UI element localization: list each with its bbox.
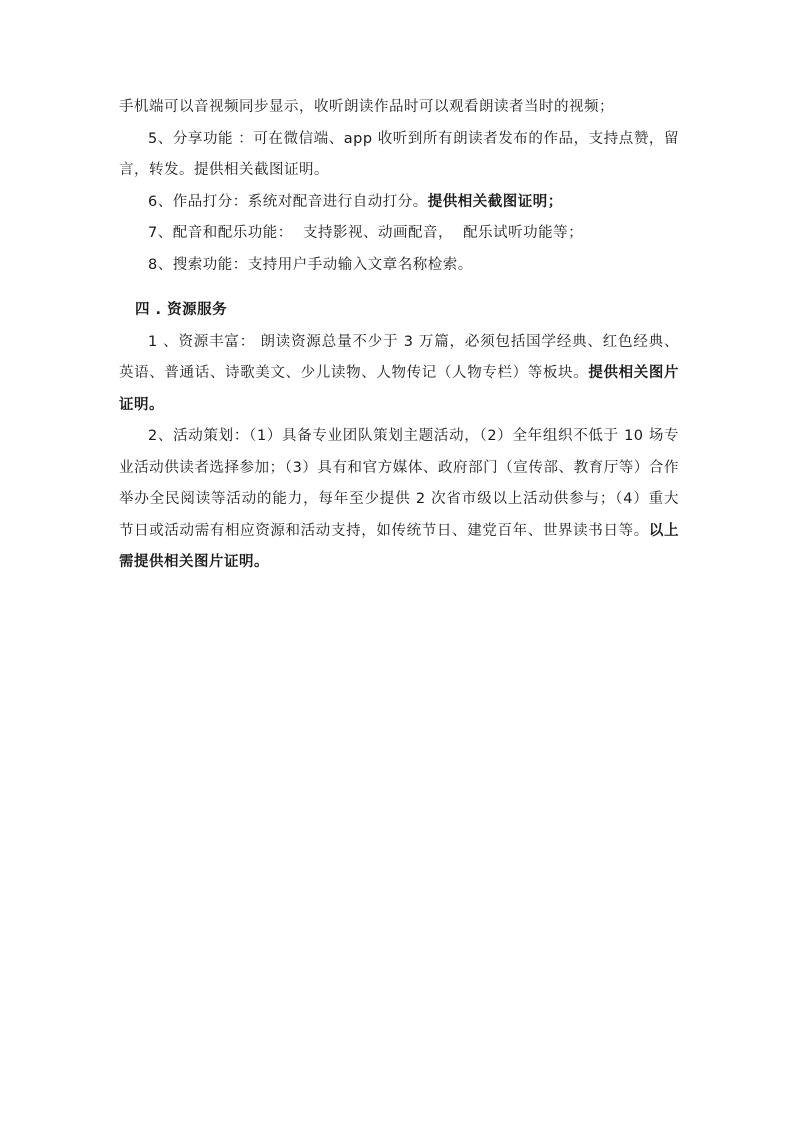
continued-text: 手机端可以音视频同步显示，收听朗读作品时可以观看朗读者当时的视频； [119, 99, 614, 115]
activity-planning-item [119, 421, 679, 579]
search-feature-text: 8、搜索功能：支持用户手动输入文章名称检索。 [148, 256, 473, 273]
resource-richness-text: 1 、资源丰富： 朗读资源总量不少于 3 万篇，必须包括国学经典、红色经典、英语、普通话、诗歌美文、少儿读物、人物传记（人物专栏）等板块。 [119, 333, 679, 381]
document-body [119, 92, 679, 579]
search-feature-item [119, 250, 679, 282]
share-feature-text: 5、分享功能 ：可在微信端、app 收听到所有朗读者发布的作品，支持点赞，留言，转发。提供相关截图证明。 [119, 130, 679, 178]
share-feature-item [119, 124, 679, 187]
resource-richness-item [119, 327, 679, 422]
scoring-feature-proof: 提供相关截图证明； [427, 193, 563, 210]
dubbing-feature-text: 7、配音和配乐功能： 支持影视、动画配音， 配乐试听功能等； [148, 225, 584, 241]
continued-paragraph [119, 92, 679, 124]
activity-planning-text: 2、活动策划：（1）具备专业团队策划主题活动，（2）全年组织不低于 10 场专业活动供读者选择参加；（3）具有和官方媒体、政府部门（宣传部、教育厅等）合作举办全民阅读等活动的能力，每年至少提供 2 次省市级以上活动供参与；（4）重大节日或活动需有相应资源和活动支持，如传统节日、建党百年、世界读书日等。 [119, 428, 679, 539]
scoring-feature-item [119, 187, 679, 219]
dubbing-feature-item [119, 218, 679, 250]
section-heading: 四 . 资源服务 [135, 302, 228, 318]
activity-planning-proof: 以上需提供相关图片证明。 [119, 522, 679, 570]
resource-richness-proof: 提供相关图片证明。 [119, 365, 680, 413]
scoring-feature-text: 6、作品打分：系统对配音进行自动打分。 [148, 193, 428, 210]
